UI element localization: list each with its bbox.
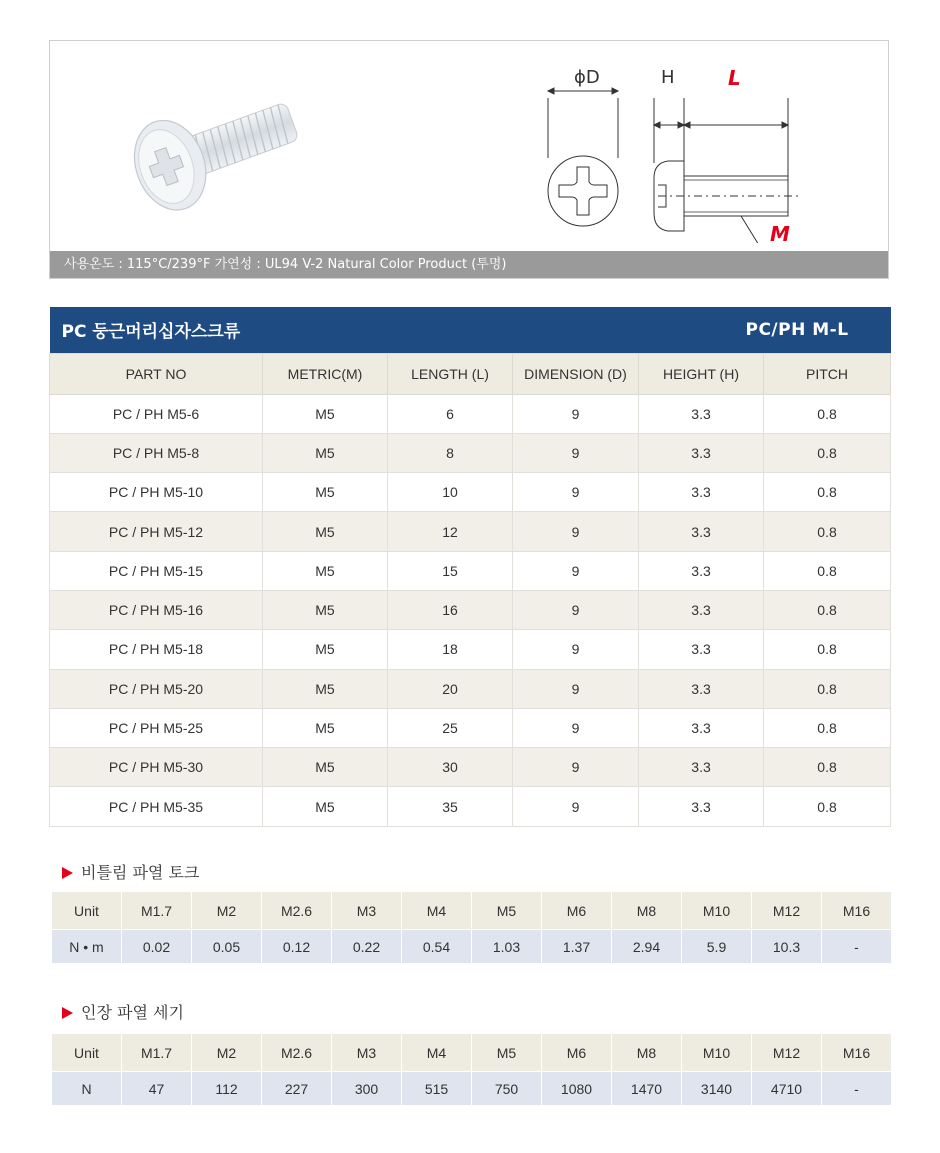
table-cell: 18: [388, 630, 513, 669]
table-cell: M6: [542, 1034, 612, 1072]
table-cell: M4: [402, 1034, 472, 1072]
col-header: HEIGHT (H): [639, 353, 764, 394]
table-cell: 0.8: [764, 748, 891, 787]
table-cell: 3140: [682, 1072, 752, 1106]
table-cell: PC / PH M5-30: [50, 748, 263, 787]
table-cell: Unit: [52, 892, 122, 930]
table-row: [50, 473, 891, 512]
table-cell: 750: [472, 1072, 542, 1106]
table-cell: M5: [263, 590, 388, 629]
table-cell: M6: [542, 892, 612, 930]
table-cell: 0.8: [764, 590, 891, 629]
table-cell: M2: [192, 1034, 262, 1072]
spec-caption: 사용온도 : 115°C/239°F 가연성 : UL94 V-2 Natural Color Product (투명): [50, 251, 888, 278]
table-cell: 1470: [612, 1072, 682, 1106]
table-cell: M5: [263, 512, 388, 551]
table-cell: 9: [513, 708, 639, 747]
table-cell: 0.02: [122, 930, 192, 964]
triangle-right-icon: [62, 867, 73, 879]
torque-header-row: [52, 892, 892, 930]
table-row: [50, 708, 891, 747]
table-cell: M5: [472, 1034, 542, 1072]
torque-title: 비틀림 파열 토크: [81, 863, 200, 882]
table-cell: 0.12: [262, 930, 332, 964]
table-cell: 9: [513, 748, 639, 787]
table-cell: M3: [332, 892, 402, 930]
col-header: PART NO: [50, 353, 263, 394]
table-cell: 3.3: [639, 394, 764, 433]
table-cell: 3.3: [639, 433, 764, 472]
table-cell: 9: [513, 512, 639, 551]
table-cell: 515: [402, 1072, 472, 1106]
table-cell: 2.94: [612, 930, 682, 964]
table-cell: 3.3: [639, 669, 764, 708]
table-cell: 9: [513, 669, 639, 708]
table-cell: 300: [332, 1072, 402, 1106]
table-cell: M5: [263, 708, 388, 747]
table-cell: 35: [388, 787, 513, 826]
torque-table: [51, 891, 892, 964]
table-cell: 0.22: [332, 930, 402, 964]
table-cell: 8: [388, 433, 513, 472]
dimension-drawing: [538, 63, 808, 243]
table-cell: 1080: [542, 1072, 612, 1106]
table-cell: Unit: [52, 1034, 122, 1072]
table-cell: M5: [263, 669, 388, 708]
table-cell: 0.8: [764, 473, 891, 512]
table-cell: M12: [752, 892, 822, 930]
table-cell: PC / PH M5-15: [50, 551, 263, 590]
table-cell: 47: [122, 1072, 192, 1106]
table-row: [50, 669, 891, 708]
table-cell: M1.7: [122, 892, 192, 930]
table-cell: PC / PH M5-10: [50, 473, 263, 512]
table-cell: 5.9: [682, 930, 752, 964]
tensile-table: [51, 1033, 892, 1106]
table-cell: M5: [263, 473, 388, 512]
table-cell: 30: [388, 748, 513, 787]
table-cell: 9: [513, 590, 639, 629]
table-cell: 25: [388, 708, 513, 747]
table-cell: 0.8: [764, 630, 891, 669]
label-h: H: [661, 67, 675, 88]
table-cell: M5: [263, 394, 388, 433]
table-cell: 16: [388, 590, 513, 629]
table-cell: 3.3: [639, 787, 764, 826]
table-cell: M16: [822, 1034, 892, 1072]
table-cell: M5: [263, 787, 388, 826]
table-cell: -: [822, 930, 892, 964]
table-cell: PC / PH M5-8: [50, 433, 263, 472]
table-cell: 0.8: [764, 669, 891, 708]
table-cell: 1.03: [472, 930, 542, 964]
table-row: [50, 394, 891, 433]
col-header: LENGTH (L): [388, 353, 513, 394]
table-cell: 9: [513, 433, 639, 472]
table-cell: 0.05: [192, 930, 262, 964]
table-cell: 6: [388, 394, 513, 433]
table-cell: M12: [752, 1034, 822, 1072]
product-hero: [49, 40, 889, 279]
table-cell: 10: [388, 473, 513, 512]
col-header: METRIC(M): [263, 353, 388, 394]
table-cell: PC / PH M5-18: [50, 630, 263, 669]
tensile-title: 인장 파열 세기: [81, 1003, 184, 1022]
table-cell: 10.3: [752, 930, 822, 964]
table-row: [50, 630, 891, 669]
table-cell: 12: [388, 512, 513, 551]
table-cell: 3.3: [639, 748, 764, 787]
table-cell: M5: [263, 748, 388, 787]
table-cell: 9: [513, 551, 639, 590]
table-cell: M5: [472, 892, 542, 930]
table-row: [50, 787, 891, 826]
table-cell: M5: [263, 433, 388, 472]
table-cell: 3.3: [639, 473, 764, 512]
table-cell: 3.3: [639, 512, 764, 551]
tensile-section-title: [62, 1000, 184, 1023]
table-cell: 3.3: [639, 630, 764, 669]
col-header: PITCH: [764, 353, 891, 394]
torque-section-title: [62, 860, 199, 883]
table-cell: 0.8: [764, 551, 891, 590]
spec-table: [49, 307, 891, 827]
table-cell: PC / PH M5-25: [50, 708, 263, 747]
table-cell: 9: [513, 630, 639, 669]
table-cell: M5: [263, 551, 388, 590]
table-cell: M1.7: [122, 1034, 192, 1072]
table-cell: 227: [262, 1072, 332, 1106]
table-row: [50, 590, 891, 629]
table-cell: 0.8: [764, 787, 891, 826]
table-cell: M5: [263, 630, 388, 669]
tensile-value-row: [52, 1072, 892, 1106]
spec-header-row: [50, 353, 891, 394]
tensile-header-row: [52, 1034, 892, 1072]
table-cell: PC / PH M5-6: [50, 394, 263, 433]
label-m: M: [770, 222, 790, 243]
product-title: PC 둥근머리십자스크류: [50, 307, 513, 353]
table-cell: 15: [388, 551, 513, 590]
table-cell: M8: [612, 1034, 682, 1072]
table-cell: 0.8: [764, 433, 891, 472]
table-row: [50, 512, 891, 551]
table-cell: 0.54: [402, 930, 472, 964]
table-cell: M4: [402, 892, 472, 930]
table-cell: PC / PH M5-35: [50, 787, 263, 826]
table-cell: PC / PH M5-16: [50, 590, 263, 629]
screw-photo: [120, 81, 310, 221]
table-cell: M2.6: [262, 1034, 332, 1072]
table-cell: -: [822, 1072, 892, 1106]
table-cell: 9: [513, 394, 639, 433]
table-cell: M2.6: [262, 892, 332, 930]
table-cell: 0.8: [764, 512, 891, 551]
label-d: ϕD: [574, 67, 600, 88]
table-cell: 20: [388, 669, 513, 708]
spec-title-row: [50, 307, 891, 353]
table-cell: M16: [822, 892, 892, 930]
table-cell: M8: [612, 892, 682, 930]
table-cell: N • m: [52, 930, 122, 964]
table-cell: 4710: [752, 1072, 822, 1106]
table-cell: N: [52, 1072, 122, 1106]
table-row: [50, 433, 891, 472]
table-cell: 112: [192, 1072, 262, 1106]
table-cell: 0.8: [764, 708, 891, 747]
table-cell: PC / PH M5-12: [50, 512, 263, 551]
table-cell: PC / PH M5-20: [50, 669, 263, 708]
table-cell: M2: [192, 892, 262, 930]
table-cell: M3: [332, 1034, 402, 1072]
col-header: DIMENSION (D): [513, 353, 639, 394]
table-cell: M10: [682, 1034, 752, 1072]
table-row: [50, 748, 891, 787]
table-cell: 0.8: [764, 394, 891, 433]
product-code: PC/PH M-L: [513, 307, 891, 353]
table-row: [50, 551, 891, 590]
table-cell: 3.3: [639, 590, 764, 629]
torque-value-row: [52, 930, 892, 964]
table-cell: 1.37: [542, 930, 612, 964]
table-cell: 3.3: [639, 708, 764, 747]
table-cell: 3.3: [639, 551, 764, 590]
label-l: L: [728, 66, 741, 90]
table-cell: 9: [513, 787, 639, 826]
triangle-right-icon: [62, 1007, 73, 1019]
table-cell: M10: [682, 892, 752, 930]
table-cell: 9: [513, 473, 639, 512]
